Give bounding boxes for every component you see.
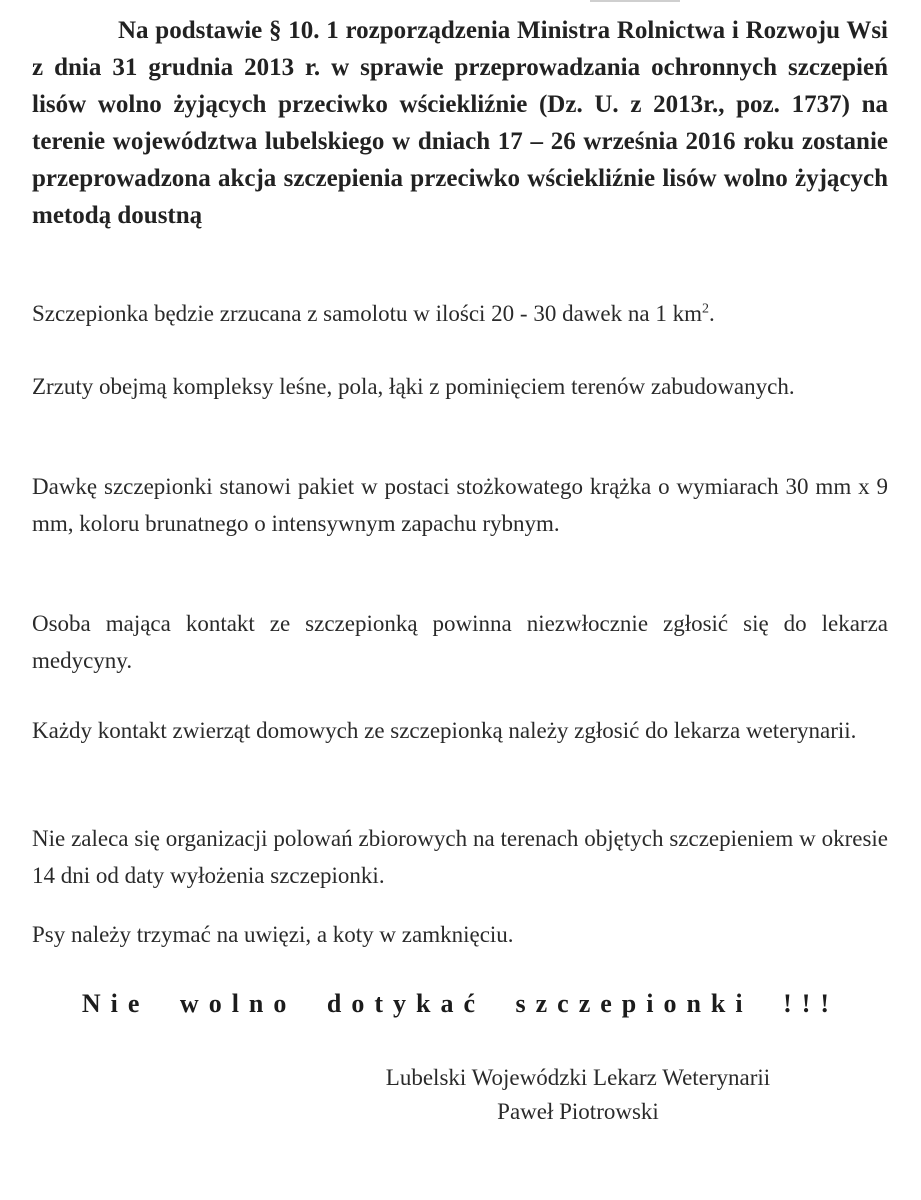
paragraph-vaccine-drop-text: Szczepionka będzie zrzucana z samolotu w ilości 20 - 30 dawek na 1 km	[32, 301, 702, 326]
superscript-squared: 2	[701, 301, 709, 317]
intro-paragraph: Na podstawie § 10. 1 rozporządzenia Ministra Rolnictwa i Rozwoju Wsi z dnia 31 grudnia 2013 r. w sprawie przeprowadzania ochronnych szczepień lisów wolno żyjących przeciwko wściekliźnie (Dz. U. z 2013r., poz. 1737) na terenie województwa lubelskiego w dniach 17 – 26 września 2016 roku zostanie przeprowadzona akcja szczepienia przeciwko wściekliźnie lisów wolno żyjących metodą doustną	[32, 17, 888, 229]
paragraph-human-contact: Osoba mająca kontakt ze szczepionką powinna niezwłocznie zgłosić się do lekarza medycyny.	[32, 611, 888, 673]
paragraph-hunting-advice: Nie zaleca się organizacji polowań zbiorowych na terenach objętych szczepieniem w okresie 14 dni od daty wyłożenia szczepionki.	[32, 826, 888, 888]
paragraph-pet-contact: Każdy kontakt zwierząt domowych ze szczepionką należy zgłosić do lekarza weterynarii.	[32, 718, 857, 743]
paragraph-vaccine-drop	[32, 295, 888, 332]
paragraph-drop-areas: Zrzuty obejmą kompleksy leśne, pola, łąki z pominięciem terenów zabudowanych.	[32, 374, 795, 399]
warning-heading: Nie wolno dotykać szczepionki !!!	[81, 989, 840, 1018]
signature-block	[250, 1061, 906, 1129]
signature-name: Paweł Piotrowski	[497, 1099, 659, 1124]
paragraph-dose-description: Dawkę szczepionki stanowi pakiet w postaci stożkowatego krążka o wymiarach 30 mm x 9 mm, koloru brunatnego o intensywnym zapachu rybnym.	[32, 474, 888, 536]
scan-artifact	[590, 0, 680, 2]
paragraph-vaccine-drop-end: .	[708, 301, 715, 326]
signature-title: Lubelski Wojewódzki Lekarz Weterynarii	[385, 1065, 771, 1090]
paragraph-pets-restraint: Psy należy trzymać na uwięzi, a koty w zamknięciu.	[32, 922, 514, 947]
